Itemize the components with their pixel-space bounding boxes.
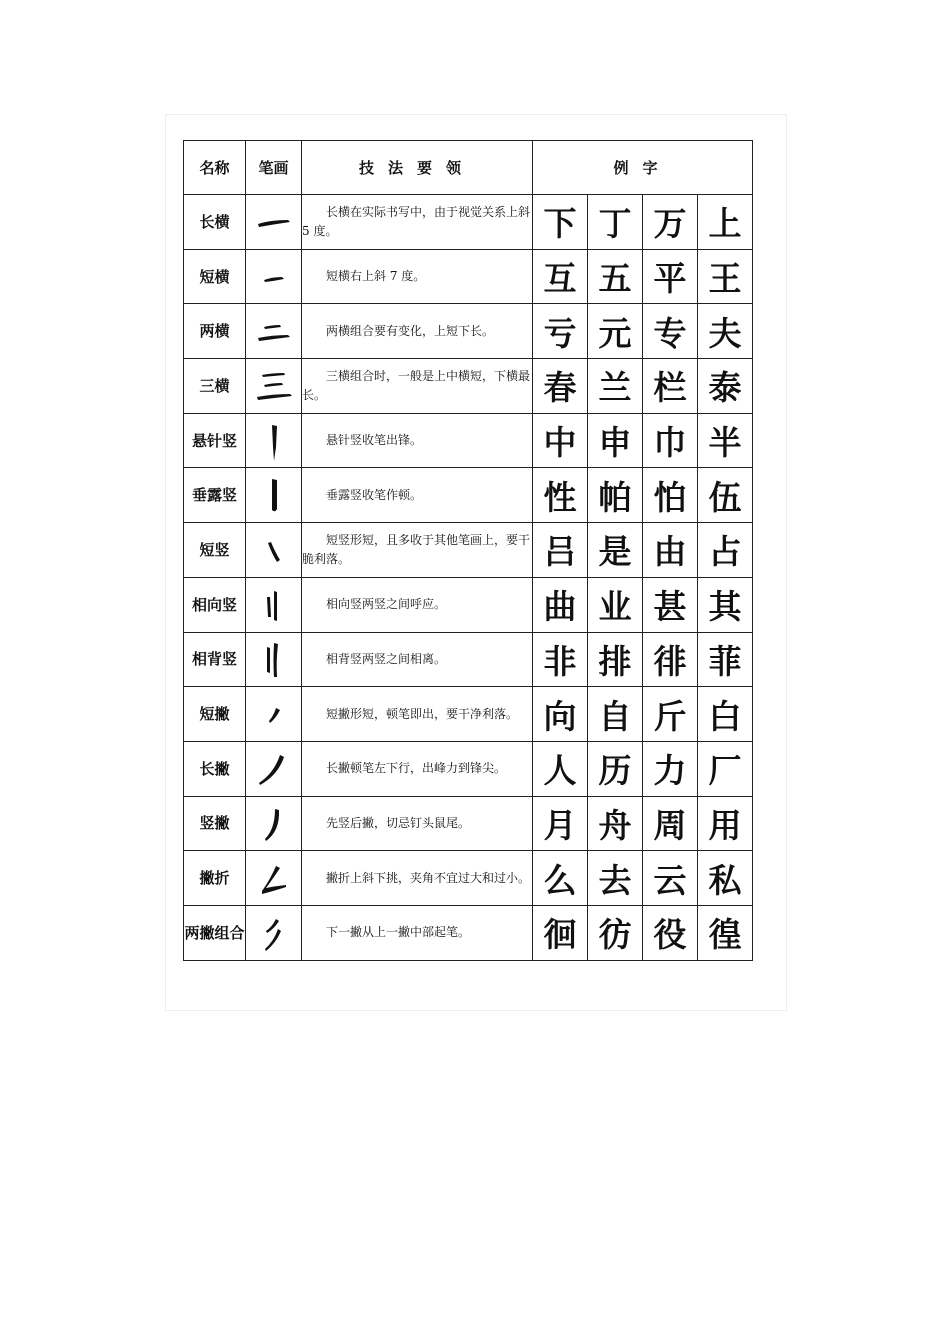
table-row (184, 632, 753, 687)
example-character: 去 (588, 851, 643, 906)
example-character: 云 (643, 851, 698, 906)
header-examples: 例字 (533, 141, 753, 195)
table-row (184, 796, 753, 851)
example-character: 用 (698, 796, 753, 851)
example-character: 五 (588, 249, 643, 304)
example-character: 菲 (698, 632, 753, 687)
example-character: 徘 (643, 632, 698, 687)
table-row (184, 304, 753, 359)
vertical-left-falling-icon (246, 796, 302, 851)
example-character: 白 (698, 687, 753, 742)
table-row (184, 741, 753, 796)
opposed-verticals-icon (246, 632, 302, 687)
example-character: 泰 (698, 359, 753, 414)
example-character: 下 (533, 195, 588, 250)
short-horizontal-stroke-icon (246, 249, 302, 304)
stroke-name: 撇折 (184, 851, 246, 906)
table-row (184, 413, 753, 468)
stroke-name: 两横 (184, 304, 246, 359)
stroke-name: 两撇组合 (184, 905, 246, 960)
technique-text: 先竖后撇，切忌钉头鼠尾。 (302, 796, 533, 851)
table-row (184, 468, 753, 523)
technique-text: 长撇顿笔左下行，出峰力到锋尖。 (302, 741, 533, 796)
stroke-name: 短横 (184, 249, 246, 304)
example-character: 伍 (698, 468, 753, 523)
table-row (184, 195, 753, 250)
example-character: 其 (698, 577, 753, 632)
table-row (184, 687, 753, 742)
example-character: 历 (588, 741, 643, 796)
example-character: 专 (643, 304, 698, 359)
stroke-name: 相向竖 (184, 577, 246, 632)
table-row (184, 577, 753, 632)
stroke-name: 竖撇 (184, 796, 246, 851)
table-row (184, 249, 753, 304)
example-character: 周 (643, 796, 698, 851)
example-character: 怕 (643, 468, 698, 523)
technique-text: 垂露竖收笔作顿。 (302, 468, 533, 523)
example-character: 占 (698, 523, 753, 578)
example-character: 帕 (588, 468, 643, 523)
stroke-name: 垂露竖 (184, 468, 246, 523)
example-character: 么 (533, 851, 588, 906)
example-character: 春 (533, 359, 588, 414)
example-character: 业 (588, 577, 643, 632)
technique-text: 相背竖两竖之间相离。 (302, 632, 533, 687)
example-character: 巾 (643, 413, 698, 468)
stroke-name: 长撇 (184, 741, 246, 796)
example-character: 是 (588, 523, 643, 578)
long-horizontal-stroke-icon (246, 195, 302, 250)
example-character: 斤 (643, 687, 698, 742)
short-left-falling-icon (246, 687, 302, 742)
technique-text: 下一撇从上一撇中部起笔。 (302, 905, 533, 960)
example-character: 栏 (643, 359, 698, 414)
example-character: 性 (533, 468, 588, 523)
technique-text: 短竖形短，且多收于其他笔画上，要干脆利落。 (302, 523, 533, 578)
example-character: 私 (698, 851, 753, 906)
left-falling-turn-icon (246, 851, 302, 906)
example-character: 非 (533, 632, 588, 687)
example-character: 甚 (643, 577, 698, 632)
long-left-falling-icon (246, 741, 302, 796)
example-character: 万 (643, 195, 698, 250)
technique-text: 两横组合要有变化，上短下长。 (302, 304, 533, 359)
example-character: 互 (533, 249, 588, 304)
technique-text: 撇折上斜下挑，夹角不宜过大和过小。 (302, 851, 533, 906)
example-character: 丁 (588, 195, 643, 250)
three-horizontal-strokes-icon (246, 359, 302, 414)
table-row (184, 523, 753, 578)
example-character: 徊 (533, 905, 588, 960)
technique-text: 三横组合时，一般是上中横短，下横最长。 (302, 359, 533, 414)
example-character: 上 (698, 195, 753, 250)
stroke-name: 短撇 (184, 687, 246, 742)
stroke-name: 长横 (184, 195, 246, 250)
example-character: 厂 (698, 741, 753, 796)
header-technique: 技法要领 (302, 141, 533, 195)
double-left-falling-icon (246, 905, 302, 960)
dewdrop-vertical-icon (246, 468, 302, 523)
short-vertical-stroke-icon (246, 523, 302, 578)
table-row (184, 359, 753, 414)
example-character: 由 (643, 523, 698, 578)
table-row (184, 905, 753, 960)
example-character: 排 (588, 632, 643, 687)
example-character: 亏 (533, 304, 588, 359)
example-character: 中 (533, 413, 588, 468)
technique-text: 相向竖两竖之间呼应。 (302, 577, 533, 632)
example-character: 役 (643, 905, 698, 960)
facing-verticals-icon (246, 577, 302, 632)
stroke-name: 相背竖 (184, 632, 246, 687)
example-character: 自 (588, 687, 643, 742)
technique-text: 短横右上斜 7 度。 (302, 249, 533, 304)
suspended-needle-vertical-icon (246, 413, 302, 468)
example-character: 舟 (588, 796, 643, 851)
technique-text: 悬针竖收笔出锋。 (302, 413, 533, 468)
example-character: 兰 (588, 359, 643, 414)
stroke-technique-table (183, 140, 753, 961)
example-character: 向 (533, 687, 588, 742)
header-row (184, 141, 753, 195)
table-row (184, 851, 753, 906)
example-character: 半 (698, 413, 753, 468)
technique-text: 长横在实际书写中，由于视觉关系上斜 5 度。 (302, 195, 533, 250)
example-character: 申 (588, 413, 643, 468)
two-horizontal-strokes-icon (246, 304, 302, 359)
example-character: 月 (533, 796, 588, 851)
example-character: 力 (643, 741, 698, 796)
example-character: 吕 (533, 523, 588, 578)
example-character: 王 (698, 249, 753, 304)
example-character: 彷 (588, 905, 643, 960)
header-stroke: 笔画 (246, 141, 302, 195)
technique-text: 短撇形短，顿笔即出，要干净利落。 (302, 687, 533, 742)
example-character: 人 (533, 741, 588, 796)
example-character: 徨 (698, 905, 753, 960)
example-character: 夫 (698, 304, 753, 359)
example-character: 元 (588, 304, 643, 359)
stroke-name: 短竖 (184, 523, 246, 578)
example-character: 平 (643, 249, 698, 304)
stroke-name: 悬针竖 (184, 413, 246, 468)
header-name: 名称 (184, 141, 246, 195)
stroke-name: 三横 (184, 359, 246, 414)
example-character: 曲 (533, 577, 588, 632)
